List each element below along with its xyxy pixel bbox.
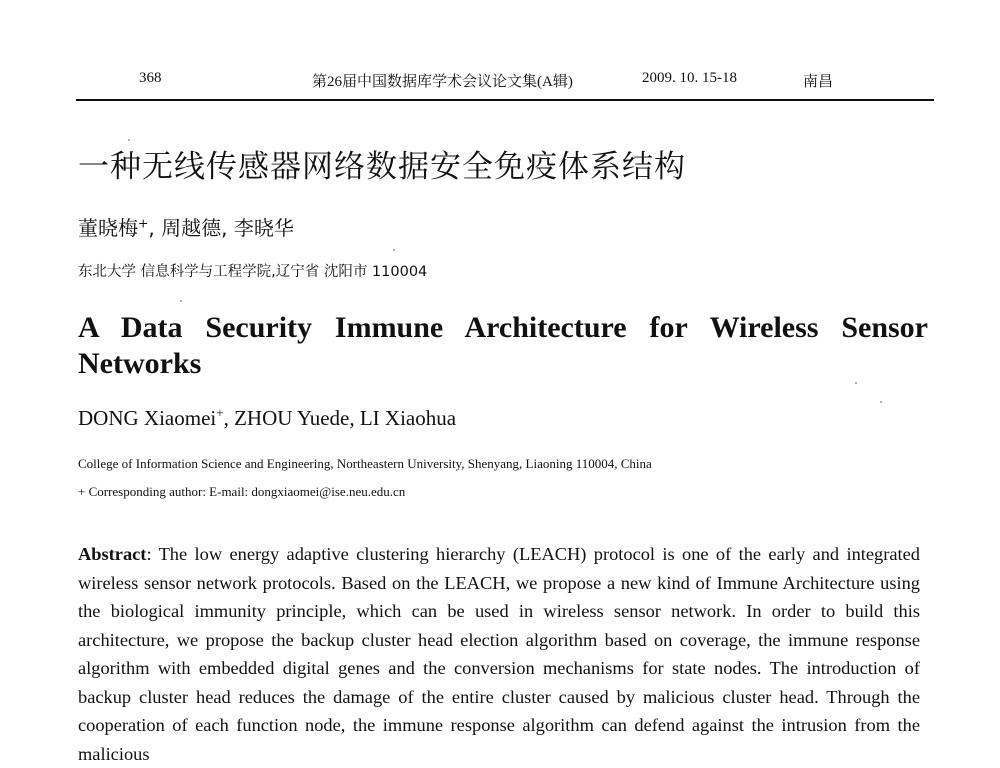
scan-speck <box>180 300 182 302</box>
abstract <box>78 540 920 768</box>
header-rule <box>76 99 934 101</box>
chinese-title: 一种无线传感器网络数据安全免疫体系结构 <box>78 149 686 185</box>
english-authors <box>78 405 456 431</box>
conference-date: 2009. 10. 15-18 <box>642 70 737 86</box>
page-number: 368 <box>139 70 162 86</box>
english-authors-rest: , ZHOU Yuede, LI Xiaohua <box>223 406 457 430</box>
corresponding-author: + Corresponding author: E-mail: dongxiaomei@ise.neu.edu.cn <box>78 484 406 499</box>
abstract-label: Abstract <box>78 544 147 564</box>
english-corresponding-mark: + <box>216 405 224 420</box>
chinese-authors-rest: , 周越德, 李晓华 <box>148 216 294 240</box>
scan-speck <box>880 401 882 403</box>
conference-city: 南昌 <box>803 74 834 90</box>
english-affiliation: College of Information Science and Engineering, Northeastern University, Shenyang, Liaoning 110004, China <box>78 456 652 471</box>
english-title: A Data Security Immune Architecture for Wireless Sensor Networks <box>78 311 928 380</box>
abstract-text: : The low energy adaptive clustering hierarchy (LEACH) protocol is one of the early and integrated wireless sensor network protocols. Based on the LEACH, we propose a new kind of Immune Architecture using the biological immunity principle, which can be used in wireless sensor network. In order to build this architecture, we propose the backup cluster head election algorithm based on coverage, the immune response algorithm with embedded digital genes and the conversion mechanisms for state nodes. The introduction of backup cluster head reduces the damage of the entire cluster caused by malicious cluster head. Through the cooperation of each function node, the immune response algorithm can defend against the intrusion from the malicious <box>78 544 920 764</box>
chinese-authors <box>78 212 294 241</box>
chinese-affiliation: 东北大学 信息科学与工程学院,辽宁省 沈阳市 110004 <box>78 264 428 280</box>
conference-name: 第26届中国数据库学术会议论文集(A辑) <box>312 74 573 90</box>
scan-speck <box>855 382 857 384</box>
scan-speck <box>393 249 395 251</box>
scan-speck <box>128 139 130 141</box>
chinese-author-1: 董晓梅 <box>78 216 138 240</box>
corresponding-mark: + <box>138 215 149 231</box>
english-author-1: DONG Xiaomei <box>78 406 217 430</box>
